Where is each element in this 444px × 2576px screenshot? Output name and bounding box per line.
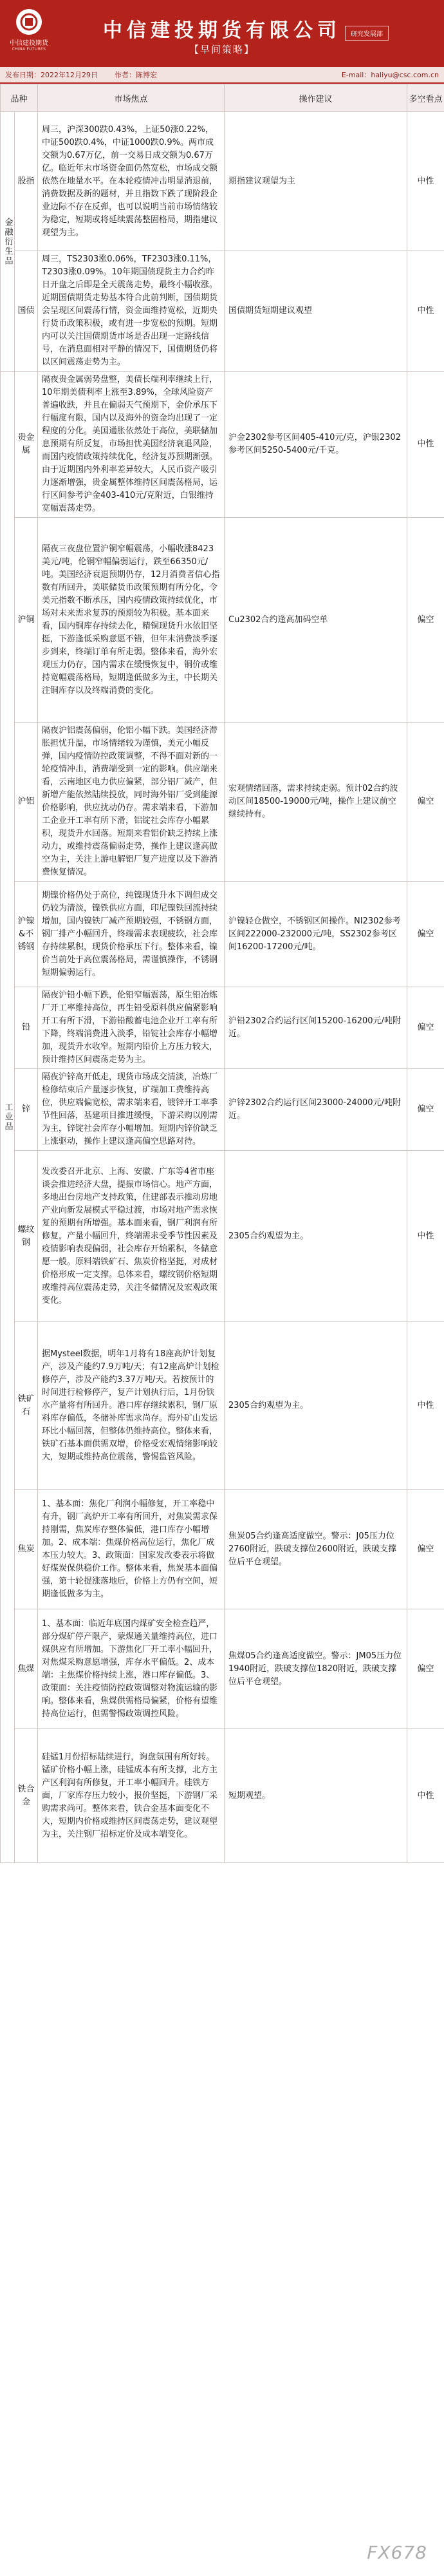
table-row bbox=[1, 882, 444, 987]
market-view: 中性 bbox=[407, 1151, 444, 1322]
header-variety: 品种 bbox=[1, 84, 38, 112]
table-row bbox=[1, 1729, 444, 1863]
variety-name: 贵金属 bbox=[15, 372, 38, 518]
variety-name: 国债 bbox=[15, 251, 38, 372]
market-view: 中性 bbox=[407, 372, 444, 518]
market-view: 偏空 bbox=[407, 518, 444, 723]
author-email: E-mail：haliyu@csc.com.cn bbox=[341, 71, 439, 79]
market-view: 偏空 bbox=[407, 1069, 444, 1151]
market-focus: 周三，TS2303涨0.06%，TF2303涨0.11%，T2303涨0.09%。10年期国债现货主力合约昨日开盘之后即是全天震荡走势，最终小幅收涨。近期国债期货走势基本符合此前判断，国债期货会呈现区间震荡行情，资金面维持宽松，近期央行货币政策积极，或有进一步宽松的预期。短期内可以关注国债期货市场是否出现一定路线信号，在消息面相对平静的情况下，国债期货仍将以区间震荡走势为主。 bbox=[38, 251, 225, 372]
table-body bbox=[1, 112, 444, 1863]
variety-name: 股指 bbox=[15, 112, 38, 251]
operation-advice: 沪镍轻仓做空，不锈钢区间操作。NI2302参考区间222000-232000元/吨，SS2302参考区间16200-17200元/吨。 bbox=[225, 882, 407, 987]
market-focus: 隔夜沪铝震荡偏弱，伦铝小幅下跌。美国经济滞胀担忧升温，市场情绪较为谨慎，美元小幅反弹，国内疫情防控政策调整，不得不面对新的一轮疫情冲击，消费端受到一定的影响。供应端来看，云南地区电力供应偏紧，部分铝厂减产，但新增产能依然陆续投放，同时海外铝厂受到能源价格影响，供应扰动仍存。需求端来看，下游加工企业开工率有所下滑，铝锭社会库存小幅累积，现货升水回落。短期来看铝价缺乏持续上涨动力，或维持震荡偏弱走势，操作上建议逢高做空为主，关注上游电解铝厂复产进度以及下游消费恢复情况。 bbox=[38, 723, 225, 882]
market-view: 偏空 bbox=[407, 987, 444, 1069]
department-stamp: 研究发展部 bbox=[345, 26, 389, 41]
market-view: 中性 bbox=[407, 1322, 444, 1490]
table-row bbox=[1, 1151, 444, 1322]
table-row bbox=[1, 1322, 444, 1490]
report-header bbox=[0, 0, 444, 67]
table-row bbox=[1, 987, 444, 1069]
author: 作者：陈博宏 bbox=[115, 71, 157, 79]
operation-advice: Cu2302合约逢高加码空单 bbox=[225, 518, 407, 723]
variety-name: 螺纹钢 bbox=[15, 1151, 38, 1322]
variety-name: 铁矿石 bbox=[15, 1322, 38, 1490]
operation-advice: 2305合约观望为主。 bbox=[225, 1322, 407, 1490]
table-row bbox=[1, 372, 444, 518]
table-row bbox=[1, 112, 444, 251]
header-view: 多空看点 bbox=[407, 84, 444, 112]
logo-text-en: CHINA FUTURES bbox=[12, 47, 46, 52]
market-focus: 隔夜沪锌高开低走，现货市场成交清淡，冶炼厂检修结束后产量逐步恢复，矿端加工费维持高位，供应端偏宽松，需求端来看，镀锌开工率季节性回落，基建项目推进缓慢，下游采购以刚需为主，锌锭社会库存小幅增加。短期内锌价缺乏上涨驱动，操作上建议逢高偏空思路对待。 bbox=[38, 1069, 225, 1151]
market-view: 中性 bbox=[407, 1729, 444, 1863]
variety-name: 铅 bbox=[15, 987, 38, 1069]
header-focus: 市场焦点 bbox=[38, 84, 225, 112]
logo-text-cn: 中信建投期货 bbox=[10, 40, 48, 47]
market-focus: 1、基本面：临近年底国内煤矿安全检查趋严，部分煤矿停产限产，蒙煤通关量维持高位，进口煤供应有所增加。下游焦化厂开工率小幅回升，对焦煤采购意愿增强，库存水平偏低。2、成本端：主焦煤价格持续上涨，港口库存偏低。3、政策面：关注疫情防控政策调整对物流运输的影响。整体来看，焦煤供需格局偏紧，价格有望维持高位运行，但需警惕政策调控风险。 bbox=[38, 1609, 225, 1729]
variety-name: 锌 bbox=[15, 1069, 38, 1151]
market-view: 中性 bbox=[407, 251, 444, 372]
header-advice: 操作建议 bbox=[225, 84, 407, 112]
market-focus: 周三，沪深300跌0.43%，上证50涨0.22%，中证500跌0.4%，中证1000跌0.9%。两市成交额为0.67万亿，前一交易日成交额为0.67万亿。临近年末市场资金面仍然宽松，市场成交额依然在地量水平。在本轮疫情冲击明显消退前，消费数据及新的题材，并且指数下跌了现阶段企业边际不存在反弹，也可以说明当前市场情绪较为稳定，短期或将延续震荡整固格局，期指建议观望为主。 bbox=[38, 112, 225, 251]
operation-advice: 焦煤05合约逢高适度做空。警示：JM05压力位1940附近，跌破支撑位1820附近，跌破支撑位后平仓观望。 bbox=[225, 1609, 407, 1729]
market-focus: 1、基本面：焦化厂利润小幅修复，开工率稳中有升，钢厂高炉开工率有所回升，对焦炭需求保持刚需，焦炭库存整体偏低，港口库存小幅增加。2、成本端：焦煤价格高位运行，焦化厂成本压力较大。3、政策面：国家发改委表示将做好煤炭保供稳价工作。整体来看，焦炭基本面偏强，第十轮提涨落地后，价格上方仍有空间，短期逢低做多为主。 bbox=[38, 1490, 225, 1609]
operation-advice: 短期观望。 bbox=[225, 1729, 407, 1863]
strategy-table bbox=[0, 84, 444, 1863]
operation-advice: 国债期货短期建议观望 bbox=[225, 251, 407, 372]
sector-name: 金融衍生品 bbox=[1, 112, 15, 372]
variety-name: 铁合金 bbox=[15, 1729, 38, 1863]
market-view: 中性 bbox=[407, 112, 444, 251]
variety-name: 沪铝 bbox=[15, 723, 38, 882]
table-row bbox=[1, 251, 444, 372]
operation-advice: 沪金2302参考区间405-410元/克，沪银2302参考区间5250-5400元/千克。 bbox=[225, 372, 407, 518]
report-type: 【早间策略】 bbox=[189, 44, 255, 55]
market-focus: 隔夜沪铅小幅下跌，伦铅窄幅震荡，原生铅冶炼厂开工率维持高位，再生铅受原料供应偏紧影响开工有所下滑，下游铅酸蓄电池企业开工率有所下降，终端消费进入淡季，铅锭社会库存小幅增加，现货升水收窄。短期内铅价上方压力较大，预计维持区间震荡走势为主。 bbox=[38, 987, 225, 1069]
table-row bbox=[1, 518, 444, 723]
market-focus: 发改委召开北京、上海、安徽、广东等4省市座谈会推进经济大盘，提振市场信心。地产方面，多地出台房地产支持政策，住建部表示推动房地产业向新发展模式平稳过渡，市场对地产需求恢复的预期有所增强。基本面来看，钢厂利润有所修复，产量小幅回升，终端需求受季节性因素及疫情影响表现偏弱，社会库存开始累积，冬储意愿一般。原料端铁矿石、焦炭价格坚挺，对成材价格形成一定支撑。总体来看，螺纹钢价格短期或维持高位震荡走势，关注冬储情况及宏观政策变化。 bbox=[38, 1151, 225, 1322]
table-row bbox=[1, 1609, 444, 1729]
market-focus: 隔夜贵金属弱势盘整，美债长端利率继续上行，10年期美债利率上涨至3.89%，全球风险资产普遍收跌，并且在偏弱天气预期下，金价承压下行幅度有限，国内以及海外的资金均出现了一定程度的分化。美国通胀依然处于高位，美联储加息预期有所反复，市场担忧美国经济衰退风险，而国内疫情政策持续优化，经济复苏预期渐强。由于近期国内外利率差异较大，人民币资产吸引力逐渐增强，贵金属整体维持区间震荡格局，运行区间参考沪金403-410元/克附近，白银维持宽幅震荡走势。 bbox=[38, 372, 225, 518]
operation-advice: 沪铅2302合约运行区间15200-16200元/吨附近。 bbox=[225, 987, 407, 1069]
market-view: 偏空 bbox=[407, 723, 444, 882]
market-focus: 硅锰1月份招标陆续进行，询盘氛围有所好转。锰矿价格小幅上涨，硅锰成本有所支撑，北方主产区利润有所修复，开工率小幅回升。硅铁方面，厂家库存压力较小，报价坚挺，下游钢厂采购需求尚可。整体来看，铁合金基本面变化不大，短期内价格或维持区间震荡走势，建议观望为主，关注钢厂招标定价及成本端变化。 bbox=[38, 1729, 225, 1863]
company-name: 中信建投期货有限公司 bbox=[103, 19, 341, 42]
watermark: FX678 bbox=[367, 2542, 427, 2563]
operation-advice: 宏观情绪回落，需求持续走弱。预计02合约波动区间18500-19000元/吨，操作上建议前空继续持有。 bbox=[225, 723, 407, 882]
operation-advice: 期指建议观望为主 bbox=[225, 112, 407, 251]
market-view: 偏空 bbox=[407, 1490, 444, 1609]
table-row bbox=[1, 1490, 444, 1609]
publish-date: 发布日期：2022年12月29日 bbox=[5, 71, 98, 79]
market-focus: 隔夜三夜盘位置沪铜窄幅震荡，小幅收涨8423美元/吨，伦铜窄幅偏弱运行，跌至66350元/吨。美国经济衰退预期仍存，12月消费者信心指数有所回升，美联储货币政策预期有所分化，令美元指数不断承压，国内疫情政策持续优化，市场对未来需求复苏的预期较为积极。基本面来看，国内铜库存持续去化，精铜现货升水依旧坚挺，下游逢低采购意愿不错，但年末消费淡季逐步到来，终端订单有所走弱。整体来看，海外宏观压力仍存，国内需求在缓慢恢复中，铜价或维持宽幅震荡格局，短期逢低做多为主，中长期关注铜库存以及终端消费的变化。 bbox=[38, 518, 225, 723]
market-view: 偏空 bbox=[407, 882, 444, 987]
operation-advice: 2305合约观望为主。 bbox=[225, 1151, 407, 1322]
table-row bbox=[1, 723, 444, 882]
table-header-row bbox=[1, 84, 444, 112]
operation-advice: 沪锌2302合约运行区间23000-24000元/吨附近。 bbox=[225, 1069, 407, 1151]
report-meta bbox=[0, 67, 444, 84]
market-focus: 期镍价格仍处于高位，纯镍现货升水下调但成交仍较为清淡，镍铁供应方面，印尼镍铁回流持续增加，国内镍铁厂减产预期较强，不锈钢方面，钢厂排产小幅回升，终端需求表现疲软，社会库存持续累积，现货价格承压下行。整体来看，镍价当前处于高位震荡格局，需谨慎操作，不锈钢短期偏弱运行。 bbox=[38, 882, 225, 987]
table-row bbox=[1, 1069, 444, 1151]
variety-name: 焦煤 bbox=[15, 1609, 38, 1729]
variety-name: 焦炭 bbox=[15, 1490, 38, 1609]
sector-name: 工业品 bbox=[1, 372, 15, 1863]
variety-name: 沪铜 bbox=[15, 518, 38, 723]
variety-name: 沪镍&不锈钢 bbox=[15, 882, 38, 987]
operation-advice: 焦炭05合约逢高适度做空。警示：J05压力位2760附近，跌破支撑位2600附近，跌破支撑位后平仓观望。 bbox=[225, 1490, 407, 1609]
market-focus: 据Mysteel数据，明年1月将有18座高炉计划复产，涉及产能约7.9万吨/天；有12座高炉计划检修停产，涉及产能约3.37万吨/天。若按预计的时间进行检修停产，复产计划执行后，1月份铁水产量将有所回升。港口库存继续累积，钢厂原料库存偏低，冬储补库需求尚存。海外矿山发运环比小幅回落，但整体仍维持高位。整体来看，铁矿石基本面供需双增，价格受宏观情绪影响较大，短期或维持高位震荡，警惕监管风险。 bbox=[38, 1322, 225, 1490]
market-view: 偏空 bbox=[407, 1609, 444, 1729]
